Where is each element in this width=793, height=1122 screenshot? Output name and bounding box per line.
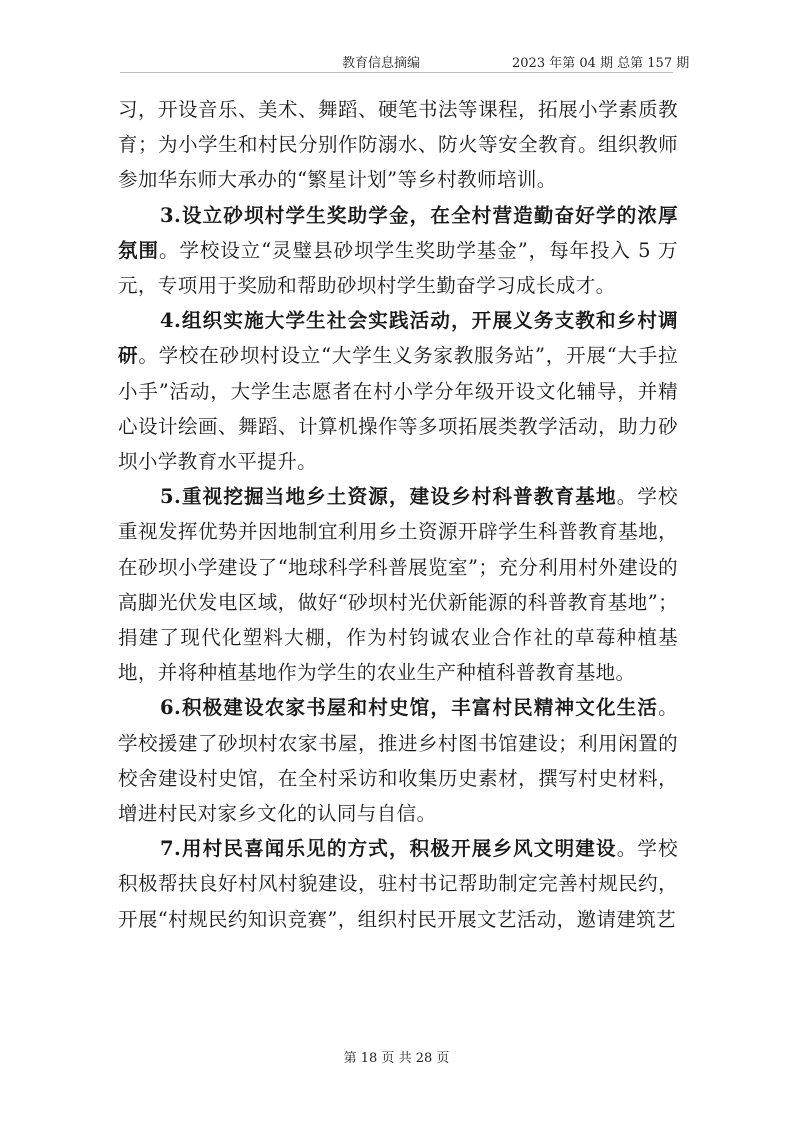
paragraph-item-7: [118, 831, 678, 937]
paragraph-item-3: [118, 198, 678, 304]
page-number: 第 18 页 共 28 页: [343, 1051, 450, 1066]
paragraph-item-5: [118, 479, 678, 690]
paragraph-text: 。学校设立“灵璧县砂坝学生奖助学基金”，每年投入 5 万元，专项用于奖励和帮助砂坝村学生勤奋学习成长成才。: [118, 238, 678, 298]
paragraph-heading: 5.重视挖掘当地乡土资源，建设乡村科普教育基地: [160, 485, 617, 509]
paragraph-text: 。学校援建了砂坝村农家书屋，推进乡村图书馆建设；利用闲置的校舍建设村史馆，在全村采访和收集历史素材，撰写村史材料，增进村民对家乡文化的认同与自信。: [118, 696, 678, 826]
header-divider: [120, 72, 673, 73]
issue-number: 2023 年第 04 期 总第 157 期: [512, 56, 690, 71]
page-header: [0, 52, 793, 74]
paragraph-text: 。学校在砂坝村设立“大学生义务家教服务站”，开展“大手拉小手”活动，大学生志愿者在村小学分年级开设文化辅导，并精心设计绘画、舞蹈、计算机操作等多项拓展类教学活动，助力砂坝小学教育水平提升。: [118, 344, 678, 474]
paragraph-heading: 6.积极建设农家书屋和村史馆，丰富村民精神文化生活: [160, 696, 659, 720]
page-footer: [0, 1047, 793, 1066]
paragraph-item-4: [118, 303, 678, 479]
paragraph-text: 。学校积极帮扶良好村风村貌建设，驻村书记帮助制定完善村规民约，开展“村规民约知识竞赛”，组织村民开展文艺活动，邀请建筑艺: [118, 837, 679, 931]
paragraph-heading: 4.组织实施大学生社会实践活动，开展义务支教和乡村调研: [118, 309, 678, 368]
article-body: [118, 92, 678, 937]
paragraph-heading: 7.用村民喜闻乐见的方式，积极开展乡风文明建设: [160, 837, 617, 861]
paragraph-item-6: [118, 690, 678, 831]
paragraph-text: 习，开设音乐、美术、舞蹈、硬笔书法等课程，拓展小学素质教育；为小学生和村民分别作防溺水、防火等安全教育。组织教师参加华东师大承办的“繁星计划”等乡村教师培训。: [118, 98, 678, 192]
paragraph-text: 。学校重视发挥优势并因地制宜利用乡土资源开辟学生科普教育基地，在砂坝小学建设了“地球科学科普展览室”；充分利用村外建设的高脚光伏发电区域，做好“砂坝村光伏新能源的科普教育基地”；捐建了现代化塑料大棚，作为村钧诚农业合作社的草莓种植基地，并将种植基地作为学生的农业生产种植科普教育基地。: [118, 485, 679, 685]
paragraph-continuation: [118, 92, 678, 198]
paragraph-heading: 3.设立砂坝村学生奖助学金，在全村营造勤奋好学的浓厚氛围: [118, 203, 678, 262]
publication-title: 教育信息摘编: [342, 56, 421, 71]
